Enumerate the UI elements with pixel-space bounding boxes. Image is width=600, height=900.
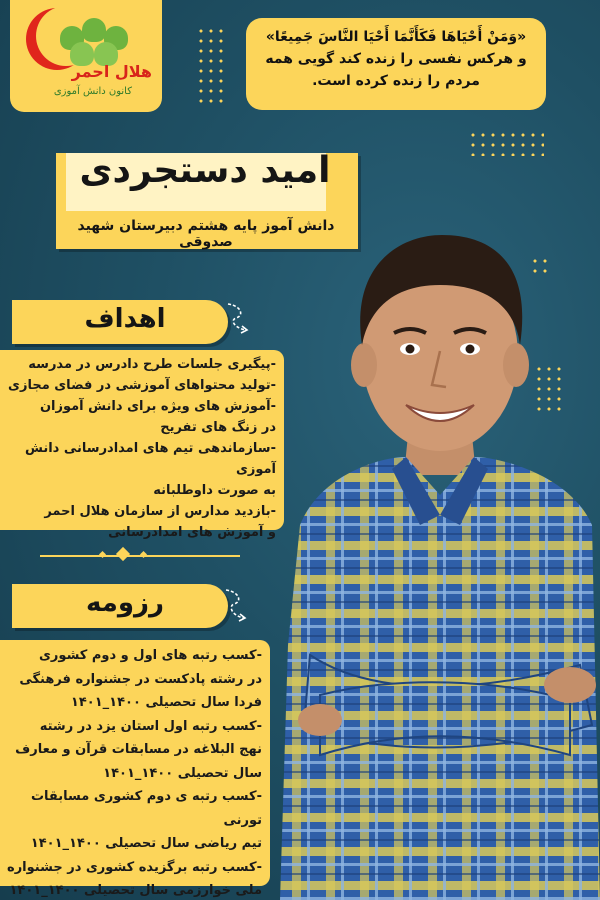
quote-arabic: «وَمَنْ أَحْيَاهَا فَكَأَنَّمَا أَحْيَا النَّاسَ جَمِيعًا» [265,29,527,45]
resume-list [0,640,270,898]
list-item: -کسب رتبه برگزیده کشوری در جشنواره [7,859,262,875]
list-item: تیم ریاضی سال تحصیلی ۱۴۰۰_۱۴۰۱ [30,836,262,851]
student-photo [280,225,600,900]
student-name: امید دستجردی [79,150,331,191]
list-item: در زنگ های تفریح [160,420,276,435]
list-item: -کسب رتبه اول استان یزد در رشته [39,718,262,734]
list-item: ملی خوارزمی سال تحصیلی ۱۴۰۰_۱۴۰۱ [9,883,262,898]
list-item: -پیگیری جلسات طرح دادرس در مدرسه [28,357,276,372]
quote-persian: و هرکس نفسی را زنده کند گویی همه مردم را زنده کرده است. [265,51,527,89]
squiggle-arrow-icon [224,300,252,338]
list-item: -آموزش های ویژه برای دانش آموزان [39,399,276,414]
list-item: -کسب رتبه های اول و دوم کشوری [39,648,262,663]
student-description: دانش آموز پایه هشتم دبیرستان شهید صدوقی [77,218,335,250]
list-item: -سازماندهی تیم های امدادرسانی دانش آموزی [24,441,276,477]
list-item: سال تحصیلی ۱۴۰۰_۱۴۰۱ [103,765,262,781]
list-item: -کسب رتبه ی دوم کشوری مسابقات تورنی [30,789,262,828]
divider-ornament [116,547,130,561]
list-item: و آموزش های امدادرسانی [108,525,276,540]
resume-title: رزومه [86,588,164,618]
leaf-icon [82,18,106,42]
list-item: فردا سال تحصیلی ۱۴۰۰_۱۴۰۱ [70,695,262,710]
list-item: به صورت داوطلبانه [153,483,276,498]
list-item: در رشته پادکست در جشنواره فرهنگی [19,671,262,687]
quote-card [246,18,546,110]
logo-name: هلال احمر [71,62,152,81]
list-item: -تولید محتواهای آموزشی در فضای مجازی [8,378,276,393]
squiggle-arrow-icon [222,586,250,626]
list-item: -بازدید مدارس از سازمان هلال احمر [44,504,276,519]
goals-title: اهداف [84,304,166,334]
dot-grid-decoration [196,26,226,108]
goals-list [0,350,284,540]
dot-grid-decoration [468,130,544,156]
logo-subtitle: کانون دانش آموزی [53,86,132,97]
list-item: نهج البلاغه در مسابقات قرآن و معارف [15,742,262,757]
logo-card [10,0,162,112]
